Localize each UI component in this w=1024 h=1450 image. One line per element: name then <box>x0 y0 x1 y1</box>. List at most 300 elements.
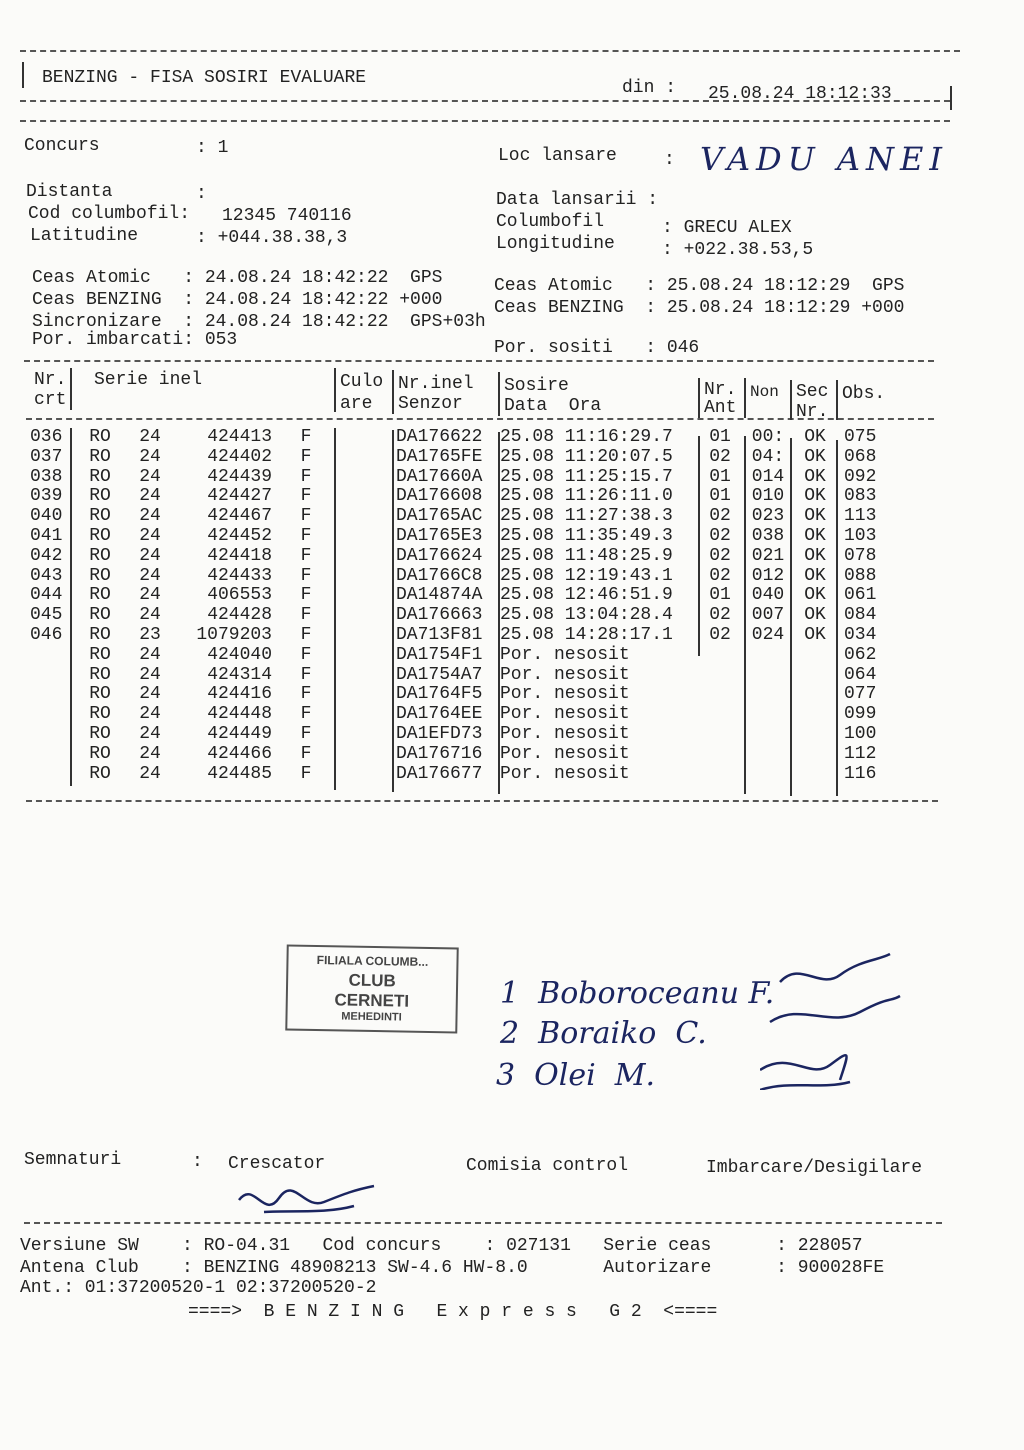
arrival-time-cell: 25.08 11:48:25.9 <box>500 545 673 566</box>
ring-year-cell: 24 <box>139 723 161 744</box>
column-line <box>70 368 72 410</box>
sex-cell: F <box>300 565 312 586</box>
observation-cell: 088 <box>844 565 877 586</box>
arrival-time-cell: 25.08 11:35:49.3 <box>500 525 673 546</box>
table-row <box>30 626 904 646</box>
sensor-id-cell: DA176622 <box>396 427 483 447</box>
row-number-cell <box>30 646 70 666</box>
antenna-number-cell <box>696 765 744 785</box>
observation-cell: 068 <box>844 446 877 467</box>
table-row <box>30 507 904 527</box>
sex-cell: F <box>300 486 312 507</box>
observation-cell: 084 <box>844 605 877 626</box>
color-cell <box>336 507 396 527</box>
non-value-cell <box>744 745 792 765</box>
color-cell <box>336 547 396 567</box>
non-value-cell: 040 <box>751 585 785 606</box>
antenna-number-cell <box>696 705 744 725</box>
security-status-cell: OK <box>804 525 826 546</box>
sex-cell: F <box>300 545 312 566</box>
row-number-cell: 043 <box>30 565 63 586</box>
country-code-cell: RO <box>89 644 111 665</box>
arrival-time-cell: Por. nesosit <box>500 723 630 744</box>
columbofil-label: Columbofil <box>496 212 605 232</box>
table-row <box>30 567 904 587</box>
table-row <box>30 745 904 765</box>
club-stamp <box>285 945 458 1034</box>
por-sositi: Por. sositi : 046 <box>494 338 700 358</box>
color-cell <box>336 586 396 606</box>
observation-cell: 064 <box>844 664 877 685</box>
sex-cell: F <box>300 427 312 447</box>
non-value-cell: 007 <box>751 605 785 626</box>
security-status-cell: OK <box>804 585 826 606</box>
arrivals-table <box>30 428 904 784</box>
ring-number-cell: 424433 <box>207 565 272 586</box>
ring-number-cell: 424413 <box>207 427 272 447</box>
row-number-cell: 036 <box>30 427 63 447</box>
ring-number-cell: 406553 <box>207 585 272 606</box>
country-code-cell: RO <box>89 525 111 546</box>
observation-cell: 099 <box>844 704 877 725</box>
antenna-number-cell: 01 <box>709 466 731 487</box>
observation-cell: 077 <box>844 684 877 705</box>
sensor-id-cell: DA14874A <box>396 585 483 606</box>
columbofil-value: : GRECU ALEX <box>662 218 792 238</box>
security-status-cell <box>792 725 838 745</box>
table-row <box>30 428 904 448</box>
observation-cell: 083 <box>844 486 877 507</box>
antenna-number-cell: 02 <box>709 545 731 566</box>
antenna-number-cell: 02 <box>709 525 731 546</box>
security-status-cell: OK <box>804 565 826 586</box>
th-culo: Culo <box>340 372 384 392</box>
country-code-cell: RO <box>89 545 111 566</box>
th-serie: Serie inel <box>94 370 203 390</box>
column-line <box>334 368 336 412</box>
security-status-cell <box>792 705 838 725</box>
sensor-id-cell: DA176624 <box>396 545 483 566</box>
sex-cell: F <box>300 585 312 606</box>
loc-colon: : <box>664 150 675 170</box>
sensor-id-cell: DA713F81 <box>396 624 483 645</box>
sensor-id-cell: DA1764F5 <box>396 684 483 705</box>
antenna-number-cell: 01 <box>709 585 731 606</box>
th-crt: crt <box>34 390 67 410</box>
arrival-time-cell: 25.08 13:04:28.4 <box>500 605 673 626</box>
table-row <box>30 468 904 488</box>
ring-year-cell: 24 <box>139 446 161 467</box>
divider <box>20 120 950 122</box>
ring-year-cell: 24 <box>139 545 161 566</box>
table-row <box>30 606 904 626</box>
ring-number-cell: 424448 <box>207 704 272 725</box>
th-sec-nr: Nr. <box>796 402 829 422</box>
table-row <box>30 527 904 547</box>
ring-year-cell: 24 <box>139 525 161 546</box>
country-code-cell: RO <box>89 565 111 586</box>
sex-cell: F <box>300 624 312 645</box>
th-nr-ant: Nr. <box>704 380 737 400</box>
table-row <box>30 586 904 606</box>
sex-cell: F <box>300 763 312 784</box>
country-code-cell: RO <box>89 684 111 705</box>
por-imbarcati: Por. imbarcati: 053 <box>32 330 238 350</box>
column-line <box>498 372 500 416</box>
divider <box>26 800 938 802</box>
ring-number-cell: 424402 <box>207 446 272 467</box>
divider <box>22 62 24 88</box>
security-status-cell <box>792 666 838 686</box>
committee-signature-1: 1 Boboroceanu F. <box>500 976 775 1011</box>
row-number-cell <box>30 685 70 705</box>
table-row <box>30 547 904 567</box>
arrival-time-cell: Por. nesosit <box>500 664 630 685</box>
color-cell <box>336 685 396 705</box>
sensor-id-cell: DA1754A7 <box>396 664 483 685</box>
sensor-id-cell: DA176608 <box>396 486 483 507</box>
arrival-time-cell: 25.08 11:16:29.7 <box>500 427 673 447</box>
color-cell <box>336 487 396 507</box>
row-number-cell <box>30 705 70 725</box>
th-nrinel: Nr.inel <box>398 374 474 394</box>
arrival-time-cell: Por. nesosit <box>500 684 630 705</box>
color-cell <box>336 666 396 686</box>
country-code-cell: RO <box>89 624 111 645</box>
ceas-atomic-left: Ceas Atomic : 24.08.24 18:42:22 GPS <box>32 268 443 288</box>
th-nr: Nr. <box>34 370 67 390</box>
non-value-cell <box>744 705 792 725</box>
row-number-cell: 041 <box>30 525 63 546</box>
observation-cell: 034 <box>844 624 877 645</box>
table-row <box>30 705 904 725</box>
row-number-cell: 045 <box>30 605 63 626</box>
row-number-cell <box>30 745 70 765</box>
committee-signature-3: 3 Olei M. <box>496 1058 656 1093</box>
data-lansarii-label: Data lansarii : <box>496 190 659 210</box>
antenna-number-cell <box>696 745 744 765</box>
non-value-cell <box>744 685 792 705</box>
non-value-cell: 038 <box>751 525 785 546</box>
ring-year-cell: 24 <box>139 506 161 527</box>
cod-label: Cod columbofil: <box>28 204 191 224</box>
table-row <box>30 487 904 507</box>
non-value-cell <box>744 725 792 745</box>
security-status-cell: OK <box>804 466 826 487</box>
loc-label: Loc lansare <box>498 146 617 166</box>
ring-year-cell: 24 <box>139 704 161 725</box>
row-number-cell: 044 <box>30 585 63 606</box>
divider <box>24 360 934 362</box>
th-sec: Sec <box>796 382 829 402</box>
row-number-cell: 038 <box>30 466 63 487</box>
loc-value-handwritten: VADU ANEI <box>700 140 948 178</box>
table-row <box>30 765 904 785</box>
color-cell <box>336 626 396 646</box>
antenna-number-cell: 01 <box>709 486 731 507</box>
footer-line-1: Versiune SW : RO-04.31 Cod concurs : 027131 Serie ceas : 228057 <box>20 1236 863 1256</box>
security-status-cell <box>792 685 838 705</box>
column-line <box>836 380 838 420</box>
security-status-cell: OK <box>804 486 826 507</box>
color-cell <box>336 527 396 547</box>
ring-number-cell: 424467 <box>207 506 272 527</box>
th-data-ora: Data Ora <box>504 396 602 416</box>
country-code-cell: RO <box>89 506 111 527</box>
sensor-id-cell: DA1764EE <box>396 704 483 725</box>
ceas-benzing-left: Ceas BENZING : 24.08.24 18:42:22 +000 <box>32 290 443 310</box>
sensor-id-cell: DA1765AC <box>396 506 483 527</box>
arrival-time-cell: 25.08 11:26:11.0 <box>500 486 673 507</box>
table-row <box>30 448 904 468</box>
color-cell <box>336 567 396 587</box>
arrival-time-cell: 25.08 14:28:17.1 <box>500 624 673 645</box>
arrival-time-cell: 25.08 12:19:43.1 <box>500 565 673 586</box>
country-code-cell: RO <box>89 427 111 447</box>
sensor-id-cell: DA1765FE <box>396 446 483 467</box>
country-code-cell: RO <box>89 704 111 725</box>
ring-number-cell: 424428 <box>207 605 272 626</box>
ring-number-cell: 424418 <box>207 545 272 566</box>
row-number-cell: 039 <box>30 486 63 507</box>
th-senzor: Senzor <box>398 394 463 414</box>
observation-cell: 112 <box>844 743 877 764</box>
table-row <box>30 725 904 745</box>
ring-year-cell: 24 <box>139 585 161 606</box>
ring-year-cell: 24 <box>139 763 161 784</box>
row-number-cell <box>30 765 70 785</box>
ring-number-cell: 424314 <box>207 664 272 685</box>
row-number-cell <box>30 666 70 686</box>
row-number-cell: 040 <box>30 506 63 527</box>
observation-cell: 075 <box>844 427 877 447</box>
observation-cell: 061 <box>844 585 877 606</box>
signatures-colon: : <box>192 1152 203 1172</box>
distanta-value: : <box>196 184 207 204</box>
non-value-cell <box>744 646 792 666</box>
footer-line-3: Ant.: 01:37200520-1 02:37200520-2 <box>20 1278 377 1298</box>
th-sosire: Sosire <box>504 376 569 396</box>
stamp-line: FILIALA COLUMB... <box>316 953 429 969</box>
column-line <box>392 370 394 414</box>
security-status-cell: OK <box>804 605 826 626</box>
imbarcare-label: Imbarcare/Desigilare <box>706 1158 923 1178</box>
stamp-line: CLUB <box>348 970 396 991</box>
divider <box>20 100 950 102</box>
sex-cell: F <box>300 644 312 665</box>
signature-scribble-icon <box>760 940 910 1090</box>
ring-number-cell: 424485 <box>207 763 272 784</box>
arrival-time-cell: 25.08 11:27:38.3 <box>500 506 673 527</box>
color-cell <box>336 468 396 488</box>
sensor-id-cell: DA176663 <box>396 605 483 626</box>
color-cell <box>336 725 396 745</box>
divider <box>950 86 952 110</box>
ring-year-cell: 24 <box>139 605 161 626</box>
non-value-cell: 014 <box>751 466 785 487</box>
security-status-cell <box>792 646 838 666</box>
ring-year-cell: 23 <box>139 624 161 645</box>
color-cell <box>336 428 396 448</box>
ring-number-cell: 424449 <box>207 723 272 744</box>
ring-number-cell: 1079203 <box>196 624 272 645</box>
ceas-atomic-right: Ceas Atomic : 25.08.24 18:12:29 GPS <box>494 276 905 296</box>
breeder-signature-icon <box>234 1180 384 1220</box>
divider <box>26 418 934 420</box>
observation-cell: 116 <box>844 763 877 784</box>
security-status-cell <box>792 765 838 785</box>
country-code-cell: RO <box>89 466 111 487</box>
country-code-cell: RO <box>89 664 111 685</box>
row-number-cell <box>30 725 70 745</box>
longitudine-label: Longitudine <box>496 234 615 254</box>
country-code-cell: RO <box>89 763 111 784</box>
non-value-cell <box>744 765 792 785</box>
sex-cell: F <box>300 743 312 764</box>
sensor-id-cell: DA176716 <box>396 743 483 764</box>
sex-cell: F <box>300 506 312 527</box>
observation-cell: 113 <box>844 506 877 527</box>
non-value-cell: 024 <box>751 624 785 645</box>
antenna-number-cell <box>696 646 744 666</box>
column-line <box>698 378 700 418</box>
non-value-cell: 04: <box>751 446 785 467</box>
antenna-number-cell: 02 <box>709 565 731 586</box>
longitudine-value: : +022.38.53,5 <box>662 240 814 260</box>
security-status-cell: OK <box>804 427 826 447</box>
sensor-id-cell: DA1765E3 <box>396 525 483 546</box>
ring-number-cell: 424416 <box>207 684 272 705</box>
antenna-number-cell: 02 <box>709 605 731 626</box>
sex-cell: F <box>300 704 312 725</box>
country-code-cell: RO <box>89 723 111 744</box>
sex-cell: F <box>300 605 312 626</box>
color-cell <box>336 646 396 666</box>
table-row <box>30 666 904 686</box>
ring-number-cell: 424439 <box>207 466 272 487</box>
country-code-cell: RO <box>89 605 111 626</box>
cod-value: 12345 740116 <box>222 206 352 226</box>
sex-cell: F <box>300 446 312 467</box>
non-value-cell: 023 <box>751 506 785 527</box>
stamp-line: MEHEDINTI <box>341 1010 402 1024</box>
antenna-number-cell <box>696 685 744 705</box>
signatures-label: Semnaturi <box>24 1150 122 1170</box>
observation-cell: 103 <box>844 525 877 546</box>
table-row <box>30 646 904 666</box>
arrival-time-cell: 25.08 11:20:07.5 <box>500 446 673 467</box>
non-value-cell: 010 <box>751 486 785 507</box>
th-non: Non <box>750 383 779 401</box>
sensor-id-cell: DA1EFD73 <box>396 723 483 744</box>
ceas-benzing-right: Ceas BENZING : 25.08.24 18:12:29 +000 <box>494 298 905 318</box>
sensor-id-cell: DA176677 <box>396 763 483 784</box>
sensor-id-cell: DA1766C8 <box>396 565 483 586</box>
sex-cell: F <box>300 684 312 705</box>
antenna-number-cell: 01 <box>709 427 731 447</box>
observation-cell: 078 <box>844 545 877 566</box>
sensor-id-cell: DA17660A <box>396 466 483 487</box>
distanta-label: Distanta <box>26 182 113 202</box>
sex-cell: F <box>300 466 312 487</box>
lat-label: Latitudine <box>30 226 139 246</box>
security-status-cell: OK <box>804 545 826 566</box>
color-cell <box>336 765 396 785</box>
sex-cell: F <box>300 525 312 546</box>
ring-year-cell: 24 <box>139 486 161 507</box>
print-datetime: 25.08.24 18:12:33 <box>708 84 892 104</box>
sex-cell: F <box>300 664 312 685</box>
column-line <box>790 380 792 420</box>
color-cell <box>336 705 396 725</box>
ring-number-cell: 424452 <box>207 525 272 546</box>
arrival-time-cell: Por. nesosit <box>500 644 630 665</box>
ring-number-cell: 424040 <box>207 644 272 665</box>
ring-year-cell: 24 <box>139 684 161 705</box>
ring-year-cell: 24 <box>139 644 161 665</box>
arrival-time-cell: 25.08 11:25:15.7 <box>500 466 673 487</box>
arrival-time-cell: Por. nesosit <box>500 743 630 764</box>
ring-year-cell: 24 <box>139 466 161 487</box>
column-line <box>744 378 746 418</box>
color-cell <box>336 606 396 626</box>
antenna-number-cell: 02 <box>709 446 731 467</box>
row-number-cell: 046 <box>30 624 63 645</box>
antenna-number-cell <box>696 725 744 745</box>
arrival-time-cell: 25.08 12:46:51.9 <box>500 585 673 606</box>
th-are: are <box>340 394 373 414</box>
antenna-number-cell: 02 <box>709 506 731 527</box>
country-code-cell: RO <box>89 743 111 764</box>
country-code-cell: RO <box>89 585 111 606</box>
arrival-time-cell: Por. nesosit <box>500 704 630 725</box>
observation-cell: 100 <box>844 723 877 744</box>
security-status-cell: OK <box>804 446 826 467</box>
color-cell <box>336 448 396 468</box>
date-label: din : <box>622 78 677 98</box>
divider <box>20 50 960 52</box>
crescator-label: Crescator <box>228 1154 326 1174</box>
ring-number-cell: 424427 <box>207 486 272 507</box>
lat-value: : +044.38.38,3 <box>196 228 348 248</box>
th-ant: Ant <box>704 398 737 418</box>
ring-year-cell: 24 <box>139 427 161 447</box>
ring-year-cell: 24 <box>139 664 161 685</box>
sincronizare: Sincronizare : 24.08.24 18:42:22 GPS+03h <box>32 312 486 332</box>
document-title: BENZING - FISA SOSIRI EVALUARE <box>42 68 367 88</box>
security-status-cell: OK <box>804 506 826 527</box>
row-number-cell: 037 <box>30 446 63 467</box>
security-status-cell: OK <box>804 624 826 645</box>
security-status-cell <box>792 745 838 765</box>
non-value-cell <box>744 666 792 686</box>
non-value-cell: 012 <box>751 565 785 586</box>
country-code-cell: RO <box>89 446 111 467</box>
color-cell <box>336 745 396 765</box>
comisia-label: Comisia control <box>466 1156 629 1176</box>
sensor-id-cell: DA1754F1 <box>396 644 483 665</box>
antenna-number-cell <box>696 666 744 686</box>
antenna-number-cell: 02 <box>709 624 731 645</box>
observation-cell: 092 <box>844 466 877 487</box>
footer-banner: ====> B E N Z I N G E x p r e s s G 2 <==== <box>188 1302 718 1322</box>
non-value-cell: 021 <box>751 545 785 566</box>
committee-signature-2: 2 Boraiko C. <box>500 1016 707 1051</box>
ring-number-cell: 424466 <box>207 743 272 764</box>
divider <box>24 1222 942 1224</box>
sex-cell: F <box>300 723 312 744</box>
concurs-value: : 1 <box>196 138 229 158</box>
